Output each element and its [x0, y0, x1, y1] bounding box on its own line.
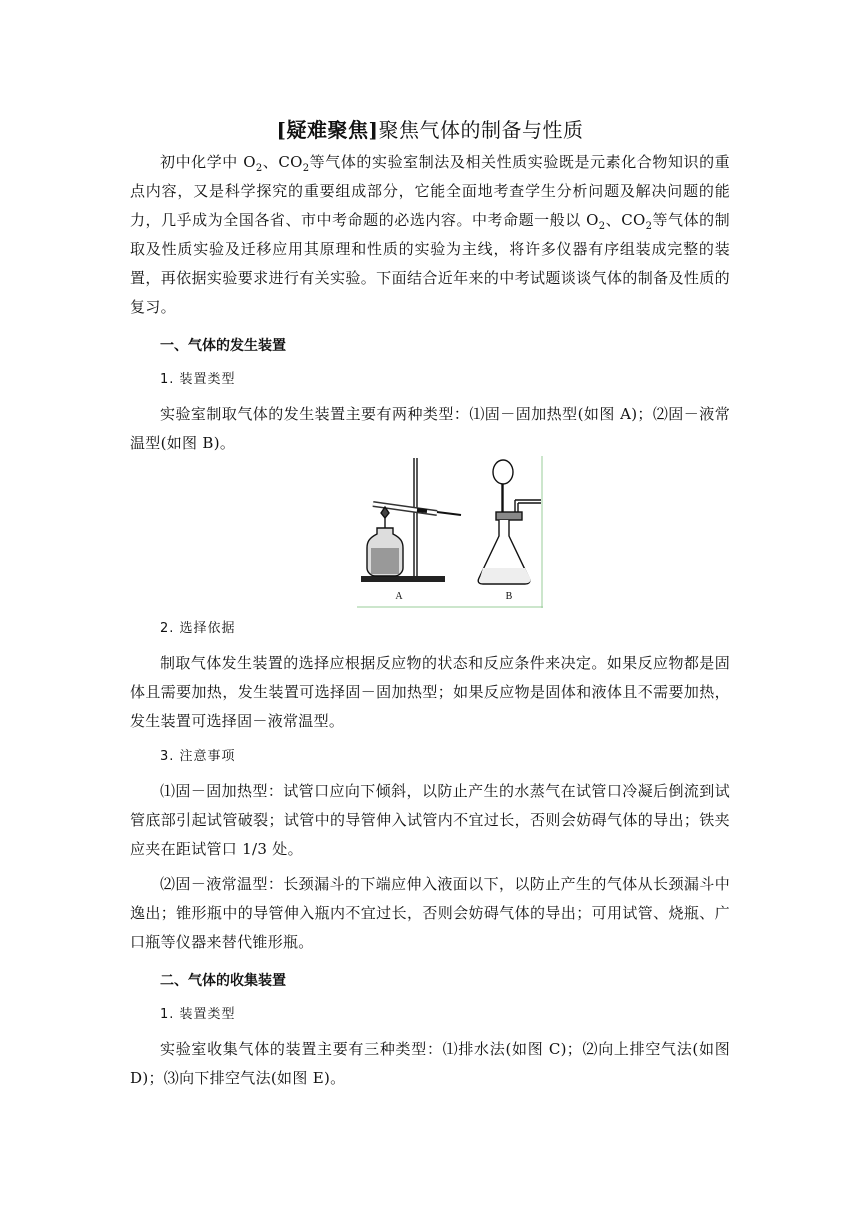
section1-notes-paragraph-1: ⑴固－固加热型：试管口应向下倾斜，以防止产生的水蒸气在试管口冷凝后倒流到试管底部引起试管破裂；试管中的导管伸入试管内不宜过长，否则会妨碍气体的导出；铁夹应夹在距试管口 1/3 处。 [130, 782, 730, 858]
section1-sub-basis: 2. 选择依据 [160, 621, 236, 636]
section1-type-paragraph: 实验室制取气体的发生装置主要有两种类型：⑴固－固加热型(如图 A)；⑵固－液常温型(如图 B)。 [130, 405, 730, 452]
content-block-1 [130, 148, 730, 458]
section1-sub-notes: 3. 注意事项 [160, 749, 236, 764]
figure-label-a: A [395, 591, 403, 602]
section2-type-paragraph: 实验室收集气体的装置主要有三种类型：⑴排水法(如图 C)；⑵向上排空气法(如图 D)；⑶向下排空气法(如图 E)。 [130, 1040, 730, 1087]
page-title [0, 116, 860, 144]
figure-label-b: B [505, 591, 513, 602]
flask-apparatus-b [478, 460, 541, 584]
heating-apparatus-a [361, 458, 461, 582]
section2-sub-type: 1. 装置类型 [160, 1007, 236, 1022]
section1-notes-paragraph-2: ⑵固－液常温型：长颈漏斗的下端应伸入液面以下，以防止产生的气体从长颈漏斗中逸出；锥形瓶中的导管伸入瓶内不宜过长，否则会妨碍气体的导出；可用试管、烧瓶、广口瓶等仪器来替代锥形瓶。 [130, 875, 730, 951]
content-block-2 [130, 614, 730, 1093]
section1-sub-type: 1. 装置类型 [160, 372, 236, 387]
section1-basis-paragraph: 制取气体发生装置的选择应根据反应物的状态和反应条件来决定。如果反应物都是固体且需要加热，发生装置可选择固－固加热型；如果反应物是固体和液体且不需要加热，发生装置可选择固－液常温型。 [130, 654, 730, 730]
intro-paragraph: 初中化学中 $O_2$、$CO_2$等气体的实验室制法及相关性质实验既是元素化合物知识的重点内容，又是科学探究的重要组成部分，它能全面地考查学生分析问题及解决问题的能力，几乎成为全国各省、市中考命题的必选内容。中考命题一般以 $O_2$、$CO_2$等气体的制取及性质实验及迁移应用其原理和性质的实验为主线，将许多仪器有序组装成完整的装置，再依据实验要求进行有关实验。下面结合近年来的中考试题谈谈气体的制备及性质的复习。 [130, 153, 730, 316]
title-text: 聚焦气体的制备与性质 [378, 118, 584, 142]
title-tag: [疑难聚焦] [276, 118, 379, 142]
apparatus-figure-a-b [357, 456, 543, 608]
section1-heading: 一、气体的发生装置 [160, 338, 286, 354]
section2-heading: 二、气体的收集装置 [160, 973, 286, 989]
